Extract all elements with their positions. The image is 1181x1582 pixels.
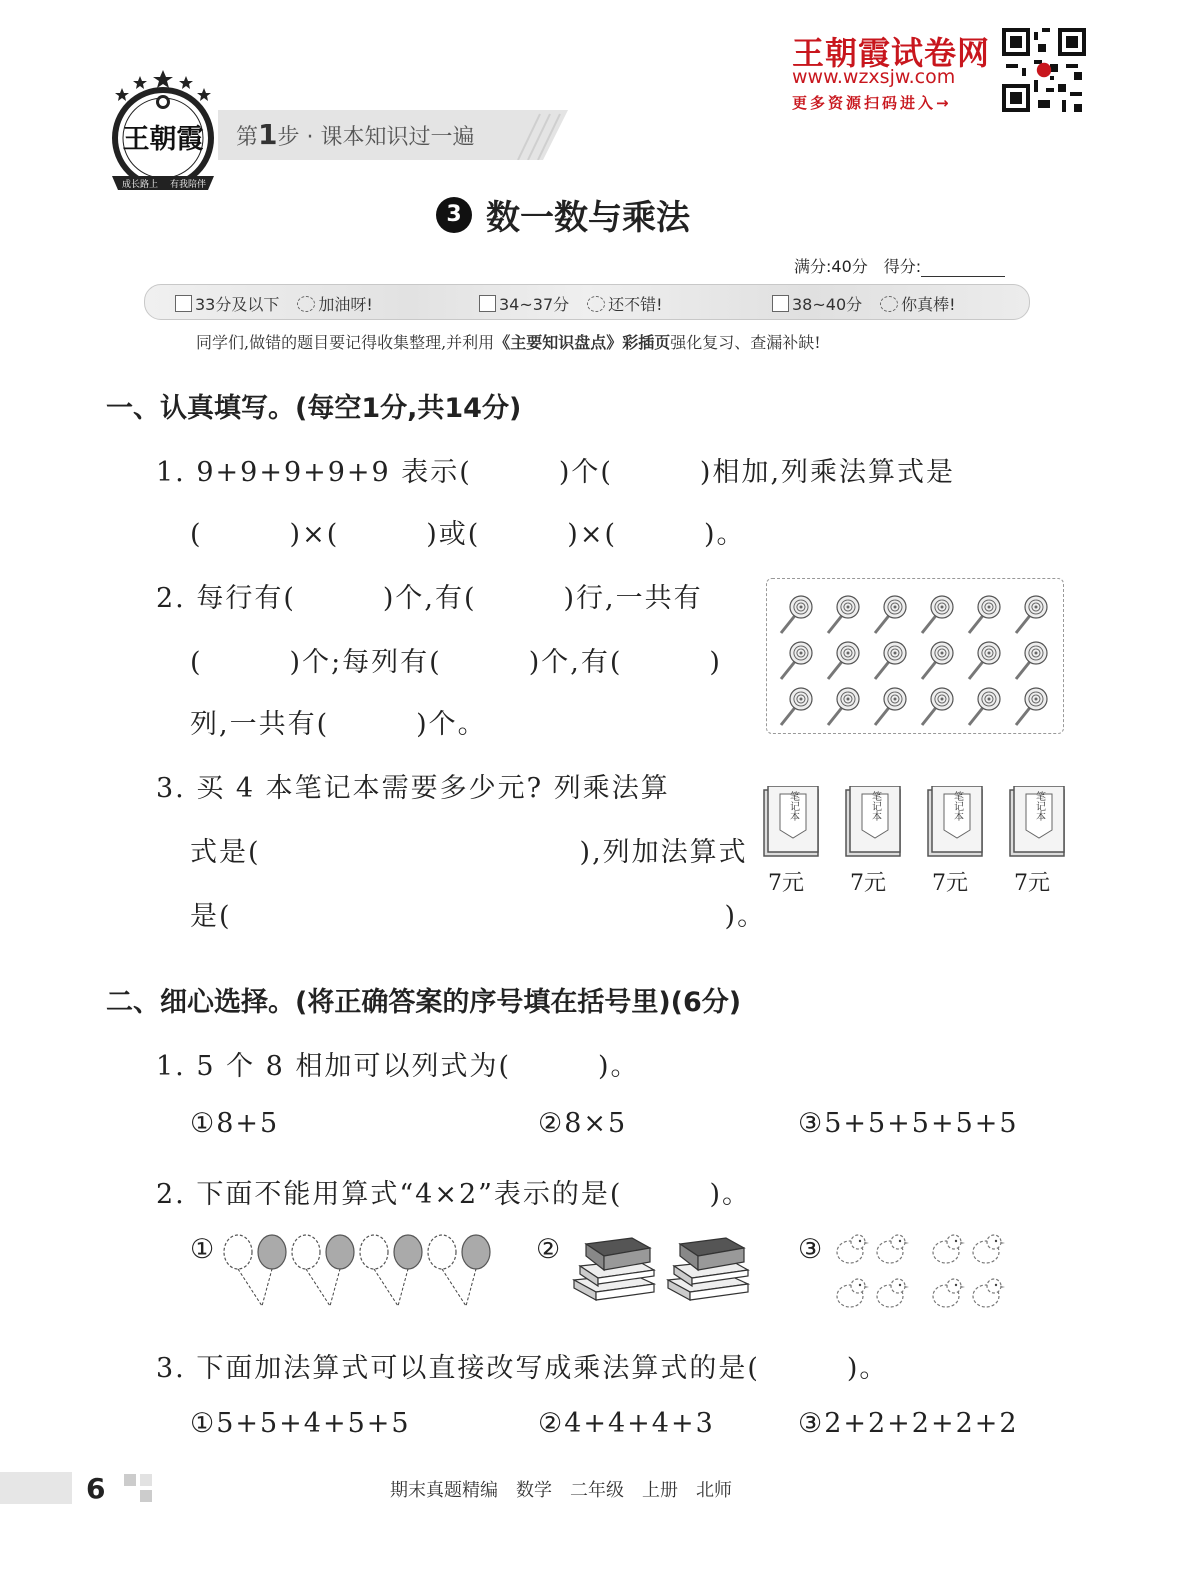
rating-comment: 加油呀! (318, 295, 373, 314)
book-stacks-image (570, 1230, 750, 1304)
score-label: 得分: (883, 257, 922, 276)
full-score: 满分:40分 (794, 257, 868, 276)
rating-comment: 你真棒! (901, 295, 956, 314)
logo-motto-right: 有我陪伴 (169, 180, 207, 190)
notebook-label: 笔记本 (869, 791, 881, 821)
brand-logo-seal (108, 68, 218, 192)
s1-q2-line1: 2. 每行有( )个,有( )行,一共有 (156, 583, 703, 614)
balloons-image (222, 1232, 492, 1310)
s1-q1-line2: ( )×( )或( )×( )。 (190, 519, 746, 550)
s2-q3-option-2[interactable]: ②4+4+4+3 (538, 1408, 715, 1439)
s2-q3-option-3[interactable]: ③2+2+2+2+2 (798, 1408, 1019, 1439)
lollipop-grid (766, 578, 1064, 734)
s2-q2-option-2[interactable]: ② (536, 1234, 563, 1265)
rating-checkbox-low[interactable] (175, 295, 192, 312)
footer-bar (0, 1472, 72, 1504)
step-suffix: 步 · 课本知识过一遍 (277, 125, 475, 150)
score-line (794, 254, 1005, 277)
notebook-label: 笔记本 (787, 791, 799, 821)
notice-book: 《主要知识盘点》彩插页 (494, 333, 671, 352)
footer-decor-icon (124, 1474, 156, 1506)
s2-q1-option-2[interactable]: ②8×5 (538, 1108, 628, 1139)
rating-checkbox-mid[interactable] (479, 295, 496, 312)
s2-q2-option-3[interactable]: ③ (798, 1234, 825, 1265)
face-icon (297, 296, 315, 312)
section1-title: 一、认真填写。(每空1分,共14分) (106, 393, 522, 424)
notebook-images (762, 786, 1072, 860)
brand-name: 王朝霞试卷网 (792, 34, 991, 72)
section2-title: 二、细心选择。(将正确答案的序号填在括号里)(6分) (106, 987, 742, 1018)
footer-book-info: 期末真题精编 数学 二年级 上册 北师 (390, 1480, 732, 1501)
notebook-label: 笔记本 (1033, 791, 1045, 821)
step-number: 1 (258, 118, 278, 151)
s1-q3-line2: 式是( ),列加法算式 (190, 837, 748, 868)
rating-comment: 还不错! (608, 295, 663, 314)
step-label (236, 118, 474, 151)
rating-range: 38~40分 (792, 295, 863, 314)
notebook-price: 7元 (1014, 871, 1050, 896)
rating-range: 34~37分 (499, 295, 570, 314)
s2-q1: 1. 5 个 8 相加可以列式为( )。 (156, 1051, 640, 1082)
notice-text (196, 330, 821, 353)
rating-item-high (772, 292, 956, 315)
s2-q1-option-1[interactable]: ①8+5 (190, 1108, 280, 1139)
logo-motto-left: 成长路上 (121, 180, 159, 190)
s2-q3: 3. 下面加法算式可以直接改写成乘法算式的是( )。 (156, 1353, 889, 1384)
notebook-price: 7元 (850, 871, 886, 896)
s2-q2: 2. 下面不能用算式“4×2”表示的是( )。 (156, 1179, 751, 1210)
s1-q3-line1: 3. 买 4 本笔记本需要多少元? 列乘法算 (156, 773, 670, 804)
face-icon (880, 296, 898, 312)
lollipop-icons (767, 579, 1063, 733)
chicks-image (834, 1228, 1014, 1316)
face-icon (587, 296, 605, 312)
s1-q2-line2: ( )个;每列有( )个,有( ) (190, 647, 722, 678)
s1-q3-line3: 是( )。 (190, 901, 767, 932)
rating-range: 33分及以下 (195, 295, 280, 314)
rating-bar (144, 284, 1030, 320)
s2-q1-option-3[interactable]: ③5+5+5+5+5 (798, 1108, 1019, 1139)
title-text: 数一数与乘法 (486, 198, 690, 238)
brand-url[interactable]: www.wzxsjw.com (792, 66, 956, 88)
step-prefix: 第 (236, 125, 259, 150)
s2-q3-option-1[interactable]: ①5+5+4+5+5 (190, 1408, 411, 1439)
page-number: 6 (86, 1472, 106, 1505)
rating-item-mid (479, 292, 663, 315)
notice-before: 同学们,做错的题目要记得收集整理,并利用 (196, 333, 495, 352)
rating-checkbox-high[interactable] (772, 295, 789, 312)
title-number-badge: 3 (436, 197, 472, 233)
notebook-price: 7元 (932, 871, 968, 896)
brand-more-text: 更多资源扫码进入→ (792, 94, 952, 112)
notebook-price: 7元 (768, 871, 804, 896)
logo-name: 王朝霞 (122, 124, 204, 155)
rating-item-low (175, 292, 373, 315)
notice-after: 强化复习、查漏补缺! (670, 333, 821, 352)
s2-q2-option-1[interactable]: ① (190, 1234, 217, 1265)
score-blank[interactable] (921, 260, 1005, 277)
notebook-label: 笔记本 (951, 791, 963, 821)
s1-q2-line3: 列,一共有( )个。 (190, 709, 487, 740)
qr-code-icon[interactable] (1002, 28, 1086, 112)
s1-q1-line1: 1. 9+9+9+9+9 表示( )个( )相加,列乘法算式是 (156, 457, 956, 488)
page-title (436, 190, 690, 239)
